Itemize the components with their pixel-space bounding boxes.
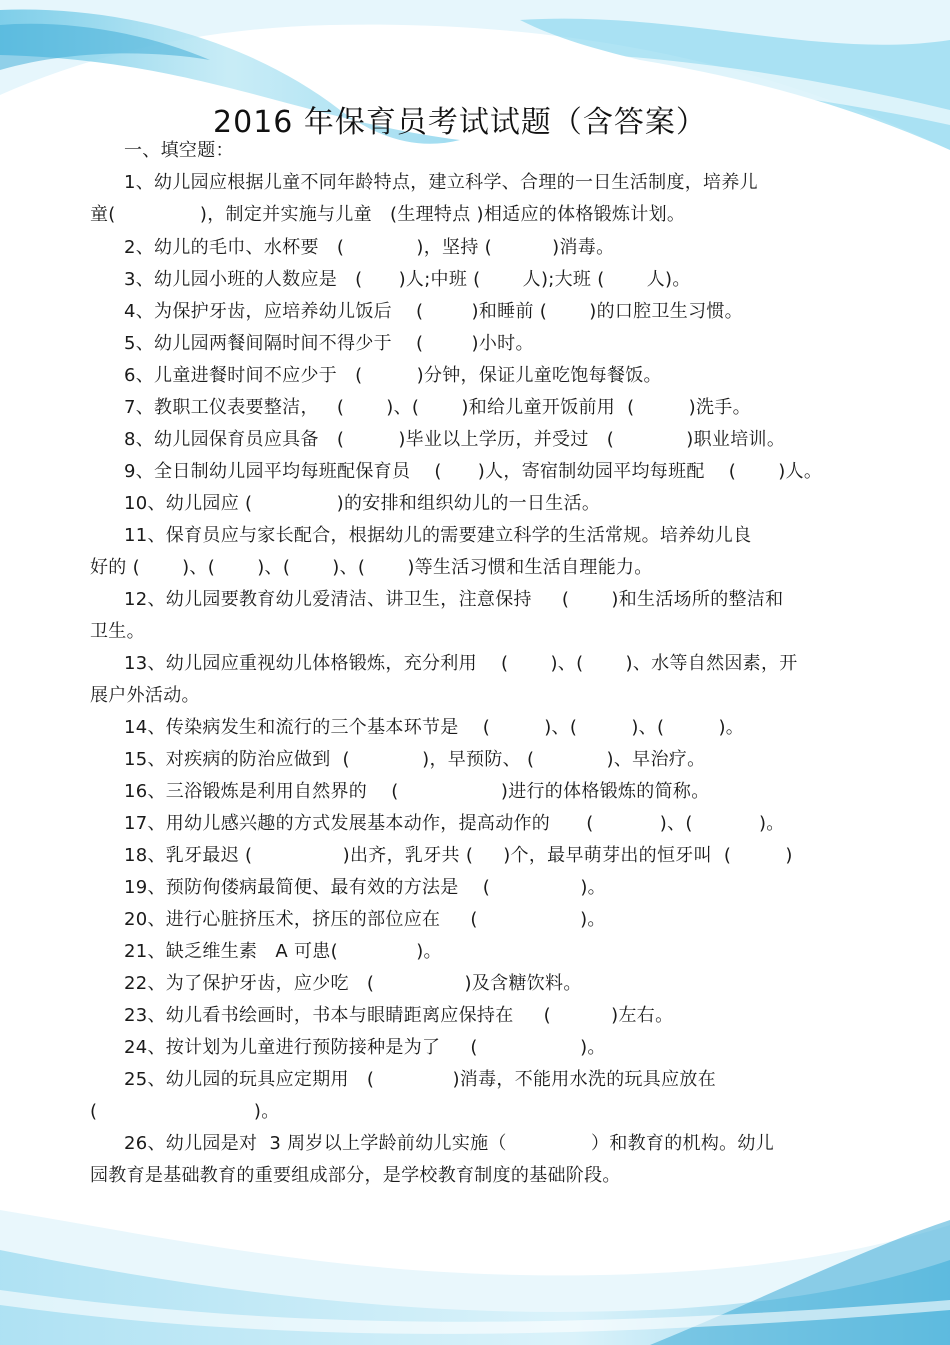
question-line-12b: 卫生。 <box>90 621 145 642</box>
question-line-15: 15、对疾病的防治应做到 ( )，早预防、 ( )、早治疗。 <box>124 749 706 770</box>
question-line-19: 19、预防佝偻病最简便、最有效的方法是 ( )。 <box>124 877 606 898</box>
question-line-24: 24、按计划为儿童进行预防接种是为了 ( )。 <box>124 1037 606 1058</box>
question-line-3: 3、幼儿园小班的人数应是 ( )人;中班 ( 人);大班 ( 人)。 <box>124 269 691 290</box>
question-line-16: 16、三浴锻炼是利用自然界的 ( )进行的体格锻炼的简称。 <box>124 781 710 802</box>
section-heading: 一、填空题： <box>124 140 234 161</box>
question-line-18: 18、乳牙最迟 ( )出齐，乳牙共 ( )个，最早萌芽出的恒牙叫 ( ) <box>124 845 793 866</box>
question-line-1b: 童( )，制定并实施与儿童 (生理特点 )相适应的体格锻炼计划。 <box>90 204 686 225</box>
question-line-25: 25、幼儿园的玩具应定期用 ( )消毒，不能用水洗的玩具应放在 <box>124 1069 716 1090</box>
question-line-6: 6、儿童进餐时间不应少于 ( )分钟，保证儿童吃饱每餐饭。 <box>124 365 662 386</box>
question-line-8: 8、幼儿园保育员应具备 ( )毕业以上学历，并受过 ( )职业培训。 <box>124 429 786 450</box>
question-line-25b: ( )。 <box>90 1101 280 1122</box>
question-line-2: 2、幼儿的毛巾、水杯要 ( )，坚持 ( )消毒。 <box>124 237 615 258</box>
document-title: 2016 年保育员考试试题（含答案） <box>213 105 707 140</box>
question-line-23: 23、幼儿看书绘画时，书本与眼睛距离应保持在 ( )左右。 <box>124 1005 674 1026</box>
question-line-26: 26、幼儿园是对 3 周岁以上学龄前幼儿实施（ ）和教育的机构。幼儿 <box>124 1133 775 1154</box>
question-line-7: 7、教职工仪表要整洁， ( )、( )和给儿童开饭前用 ( )洗手。 <box>124 397 751 418</box>
question-line-17: 17、用幼儿感兴趣的方式发展基本动作，提高动作的 ( )、( )。 <box>124 813 785 834</box>
question-line-13b: 展户外活动。 <box>90 685 200 706</box>
question-line-26b: 园教育是基础教育的重要组成部分，是学校教育制度的基础阶段。 <box>90 1165 621 1186</box>
question-line-21: 21、缺乏维生素 A 可患( )。 <box>124 941 442 962</box>
question-line-12: 12、幼儿园要教育幼儿爱清洁、讲卫生，注意保持 ( )和生活场所的整洁和 <box>124 589 784 610</box>
question-line-10: 10、幼儿园应 ( )的安排和组织幼儿的一日生活。 <box>124 493 601 514</box>
question-line-1: 1、幼儿园应根据儿童不同年龄特点，建立科学、合理的一日生活制度，培养儿 <box>124 172 758 193</box>
question-line-13: 13、幼儿园应重视幼儿体格锻炼，充分利用 ( )、( )、水等自然因素，开 <box>124 653 798 674</box>
question-line-4: 4、为保护牙齿，应培养幼儿饭后 ( )和睡前 ( )的口腔卫生习惯。 <box>124 301 743 322</box>
question-line-20: 20、进行心脏挤压术，挤压的部位应在 ( )。 <box>124 909 606 930</box>
question-line-22: 22、为了保护牙齿，应少吃 ( )及含糖饮料。 <box>124 973 582 994</box>
question-line-11: 11、保育员应与家长配合，根据幼儿的需要建立科学的生活常规。培养幼儿良 <box>124 525 752 546</box>
question-line-5: 5、幼儿园两餐间隔时间不得少于 ( )小时。 <box>124 333 534 354</box>
question-line-11b: 好的 ( )、( )、( )、( )等生活习惯和生活自理能力。 <box>90 557 653 578</box>
question-line-14: 14、传染病发生和流行的三个基本环节是 ( )、( )、( )。 <box>124 717 745 738</box>
question-line-9: 9、全日制幼儿园平均每班配保育员 ( )人，寄宿制幼园平均每班配 ( )人。 <box>124 461 823 482</box>
